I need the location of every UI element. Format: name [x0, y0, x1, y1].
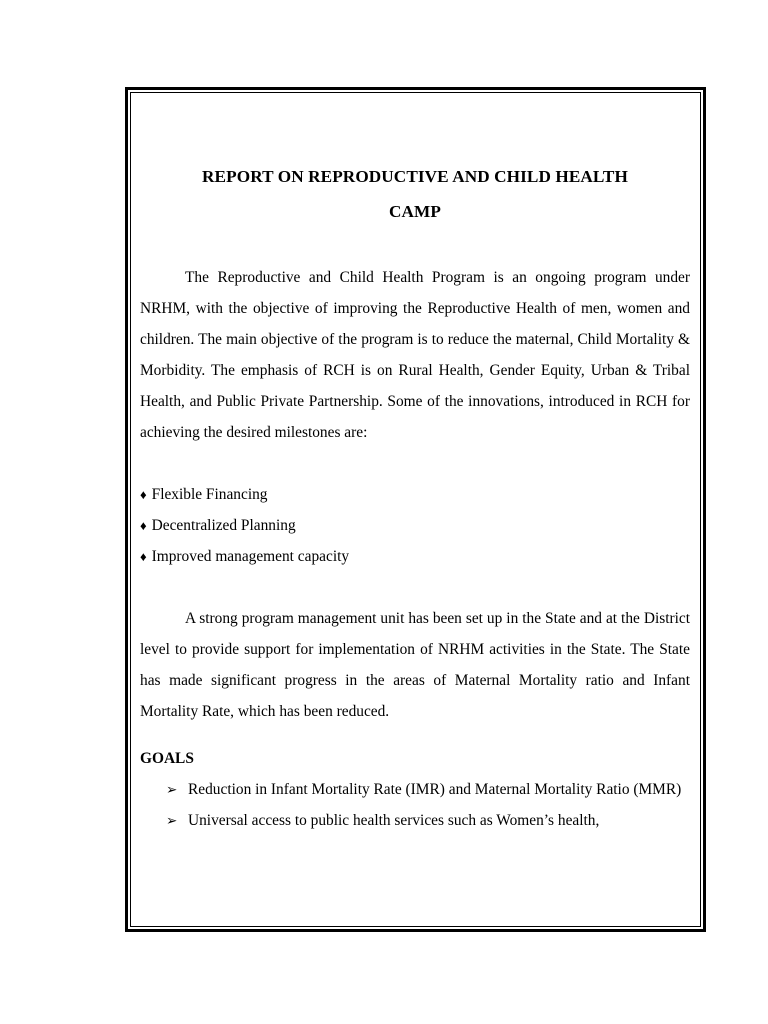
page-content: [131, 93, 700, 836]
arrow-bullet-icon: ➢: [166, 782, 178, 797]
intro-paragraph: The Reproductive and Child Health Program is an ongoing program under NRHM, with the objective of improving the Reproductive Health of men, women and children. The main objective of the program is to reduce the maternal, Child Mortality & Morbidity. The emphasis of RCH is on Rural Health, Gender Equity, Urban & Tribal Health, and Public Private Partnership. Some of the innovations, introduced in RCH for achieving the desired milestones are:: [140, 269, 690, 441]
page-border-inner: [130, 92, 701, 927]
document-page: [125, 87, 706, 932]
list-item: [140, 510, 690, 541]
goals-list: [140, 774, 690, 836]
management-paragraph: A strong program management unit has been set up in the State and at the District level to provide support for implementation of NRHM activities in the State. The State has made significant progress in the areas of Maternal Mortality ratio and Infant Mortality Rate, which has been reduced.: [140, 610, 690, 720]
diamond-bullet-icon: ♦: [140, 549, 147, 564]
page-title-line-2: CAMP: [389, 202, 441, 221]
diamond-bullet-icon: ♦: [140, 518, 147, 533]
diamond-bullet-icon: ♦: [140, 487, 147, 502]
list-item-label: Improved management capacity: [151, 548, 350, 565]
page-title-line-1: REPORT ON REPRODUCTIVE AND CHILD HEALTH: [202, 167, 628, 186]
list-item-label: Flexible Financing: [151, 486, 268, 503]
list-item: [140, 541, 690, 572]
spacer-before-goals: [140, 727, 690, 743]
spacer-after-innovations: [140, 572, 690, 603]
list-item: [140, 479, 690, 510]
spacer-after-intro: [140, 448, 690, 479]
list-item-label: Reduction in Infant Mortality Rate (IMR) and Maternal Mortality Ratio (MMR): [188, 781, 682, 798]
goals-heading: GOALS: [140, 750, 194, 767]
arrow-bullet-icon: ➢: [166, 813, 178, 828]
list-item-label: Decentralized Planning: [151, 517, 296, 534]
page-title: [140, 101, 690, 229]
list-item: [140, 774, 690, 805]
list-item: [140, 805, 690, 836]
innovations-list: [140, 479, 690, 572]
list-item-label: Universal access to public health services such as Women’s health,: [188, 812, 600, 829]
